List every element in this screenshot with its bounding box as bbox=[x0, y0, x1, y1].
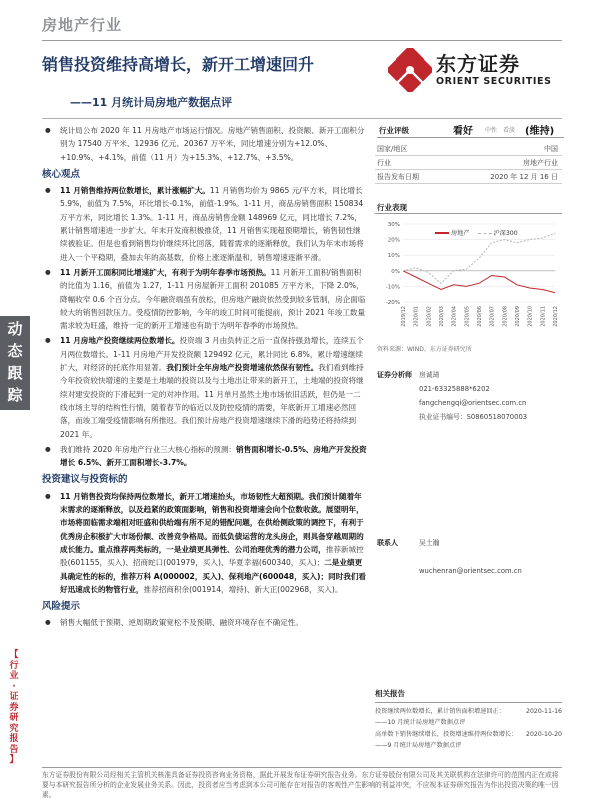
analyst-details bbox=[419, 368, 562, 424]
analyst-cert: 执业证书编号：S0860518070003 bbox=[419, 413, 528, 421]
related-item[interactable] bbox=[375, 706, 562, 718]
side-tab-char: 动 bbox=[7, 320, 23, 338]
footer-disclaimer: 东方证券股份有限公司经相关主管机关核准具备证券投资咨询业务资格，据此开展发布证券研究报告业务。东方证券股份有限公司及其关联机构在法律许可的范围内正在或将要与本研究报告所分析的企业发展业务关系。因此，投资者应当考虑到本公司可能存在对报告的客观性产生影响的利益冲突，不应视本证券研究报告为作出投资决策的唯一因素。 bbox=[42, 771, 559, 799]
rating-option: 看淡 bbox=[503, 127, 516, 134]
side-label-char: 究 bbox=[9, 723, 19, 734]
core-item-lead: 11 月新开工面积同比增速扩大，有利于为明年春季市场预热。 bbox=[60, 267, 271, 277]
core-item bbox=[42, 184, 367, 264]
info-value: 中国 bbox=[544, 145, 558, 153]
info-key: 报告发布日期 bbox=[377, 173, 419, 181]
core-item-text: 11 月新开工面积/销售面积的比值为 1.16，前值为 1.27，1-11 月房屋新开工面积 201085 万平方米，下降 2.0%，降幅收窄 0.6 个百分点。今年融资端虽有放松，但房地产融资依然受到较多管制，房企面临较大的销售回款压力。受疫情防控影响，今年的竣工时间可能提前，预计 2021 年竣工数量需求较为旺盛，维持一定的新开工增速也有助于为明年春季的市场预热。 bbox=[60, 267, 366, 331]
side-label-char: 业 bbox=[9, 671, 19, 681]
perf-heading: 行业表现 bbox=[375, 200, 562, 214]
core-heading: 核心观点 bbox=[42, 168, 81, 180]
risk-heading: 风险提示 bbox=[42, 601, 81, 613]
x-tick-label: 2020/01 bbox=[413, 306, 420, 327]
x-tick-label: 2020/12 bbox=[553, 306, 559, 327]
rating-kept: (维持) bbox=[525, 126, 555, 137]
info-value: 2020 年 12 月 16 日 bbox=[490, 173, 558, 181]
header-divider bbox=[42, 40, 562, 41]
related-title: 高单数下销售继续增长，投资增速维持两位数增长： bbox=[375, 730, 518, 738]
related-item[interactable] bbox=[375, 729, 562, 741]
side-label-char: 报 bbox=[9, 734, 19, 744]
x-tick-label: 2020/11 bbox=[540, 306, 547, 327]
info-key: 行业 bbox=[377, 159, 391, 167]
advice-text: 推荐新城控股(601155，买入)、 bbox=[60, 544, 364, 568]
side-label bbox=[6, 650, 22, 766]
x-tick-label: 2020/05 bbox=[464, 306, 471, 327]
core-item-text: 我们维持 2020 年房地产行业三大核心指标的预测： bbox=[60, 444, 237, 454]
core-item-lead: 我们预计全年房地产投资增速依然保有韧性。 bbox=[166, 363, 319, 373]
advice-bold: 同时我们看好迅速成长的物管行业， bbox=[60, 571, 367, 594]
x-tick-label: 2020/04 bbox=[451, 306, 458, 327]
advice-paragraph bbox=[42, 490, 367, 596]
core-item-text: 我们看到维持今年投资较快增速的主要是土地端的投资以及与土地出让带来的新开工，土地端的投资将继续对建安投资的下滑起到一定的对冲作用。11 月单月虽然土地市场依旧活跃，但仍是一二线市场主导的结构性行情，随着春节的临近以及防控疫情的需要，年底新开工增速必然回落，而竣工端受疫情影响有所推迟。我们预计房地产投资增速继续下滑的趋势还将持续到 2021 年。 bbox=[60, 363, 364, 439]
advice-bold: 我们预计随着年末需求的逐渐释放，以及趋紧的政策面影响，销售和投资增速会向个位数收敛。展望明年，市场将面临需求端相对旺盛和供给端有所不足的错配问题，在供给侧政策的调控下，有利于优秀房企积极扩大市场份额、改善竞争格局。而低负债运营的龙头房企，则具备穿越周期的成长能力。重点推荐两类标的，一是业绩更具弹性、公司治理优秀的潜力公司， bbox=[60, 491, 364, 554]
side-tab-char: 跟 bbox=[7, 364, 23, 382]
legend-label: 房地产 bbox=[450, 230, 470, 237]
info-row bbox=[375, 156, 562, 170]
analyst-phone: 021-63325888*6202 bbox=[419, 385, 490, 393]
info-key: 国家/地区 bbox=[377, 145, 408, 153]
industry-performance-chart bbox=[375, 200, 562, 353]
side-label-char: 行 bbox=[9, 660, 19, 671]
info-value: 房地产行业 bbox=[523, 159, 558, 167]
rating-option: 中性 bbox=[485, 127, 498, 134]
main-column bbox=[42, 122, 367, 632]
summary-paragraph bbox=[42, 124, 367, 164]
risk-paragraph bbox=[42, 616, 367, 629]
x-tick-label: 2020/09 bbox=[515, 306, 521, 327]
rating-row bbox=[377, 122, 564, 138]
perf-source: 资料来源：WIND、东方证券研究所 bbox=[377, 346, 472, 353]
y-tick-label: -10% bbox=[385, 284, 400, 291]
related-title: 投资继续两位数增长，累计销售面积增速回正： bbox=[375, 707, 505, 715]
logo-mark-icon bbox=[388, 48, 432, 92]
contact-label: 联系人 bbox=[377, 539, 398, 547]
y-tick-label: 0% bbox=[391, 268, 400, 275]
core-item-text: 11 月销售均价为 9865 元/平方米，同比增长 5.9%，前值为 7.5%，环比增长-0.1%，前值-1.9%。1-11 月，商品房销售面积 150834 万平方米，同比增长 1.3%。1-11 月，商品房销售金额 148969 亿元，同比增长 7.2%，累计销售增速进一步扩大。年末开发商积极推货，11 月销售实现超预期增长，销售韧性继续被验证。但是也看到销售均价继续环比回落，随着需求的逐渐释放，我们认为年末市场将进入一个平稳期，叠加去年的高基数，价格上涨逐渐温和，销售增速逐渐平滑。 bbox=[60, 186, 364, 262]
side-label-char: 】 bbox=[9, 755, 19, 765]
report-subtitle: ——11 月统计局房地产数据点评 bbox=[70, 96, 233, 109]
side-label-char: 【 bbox=[9, 650, 19, 660]
x-tick-label: 2020/08 bbox=[502, 306, 509, 327]
related-item[interactable] bbox=[375, 717, 562, 729]
x-tick-label: 2020/03 bbox=[439, 306, 445, 327]
company-logo bbox=[388, 44, 568, 100]
side-label-char: 告 bbox=[9, 744, 19, 755]
x-tick-label: 2020/06 bbox=[477, 306, 483, 327]
x-tick-label: 2020/02 bbox=[426, 306, 433, 327]
side-tab bbox=[0, 316, 30, 410]
advice-heading: 投资建议与投资标的 bbox=[42, 474, 128, 486]
logo-name-en: ORIENT SECURITIES bbox=[436, 76, 552, 87]
rating-label: 行业评级 bbox=[379, 126, 409, 135]
rating-value: 看好 bbox=[453, 126, 473, 137]
x-tick-label: 2019/12 bbox=[401, 306, 407, 327]
related-heading: 相关报告 bbox=[375, 688, 562, 703]
legend-swatch bbox=[435, 232, 449, 234]
related-title: ——9 月统计局房地产数据点评 bbox=[375, 742, 462, 749]
footer-divider bbox=[42, 767, 562, 768]
analyst-name: 房诚琦 bbox=[419, 371, 440, 379]
info-row bbox=[375, 142, 562, 156]
perf-svg bbox=[375, 220, 562, 338]
y-tick-label: 20% bbox=[387, 237, 400, 244]
analyst-email[interactable]: fangchengqi@orientsec.com.cn bbox=[419, 399, 527, 407]
related-reports bbox=[375, 688, 562, 752]
contact-email[interactable]: wuchenran@orientsec.com.cn bbox=[419, 567, 522, 575]
perf-legend bbox=[435, 228, 518, 237]
title-divider bbox=[42, 118, 562, 119]
core-item bbox=[42, 266, 367, 332]
side-tab-char: 态 bbox=[7, 342, 23, 360]
summary-text: 统计局公布 2020 年 11 月房地产市场运行情况。房地产销售面积、投资额、新开工面积分别为 17540 万平米、12936 亿元、20367 万平米，同比增速分别为+12.0%、+10.9%、+4.1%，前值（11 月）为+15.3%、+12.7%、+3.5%。 bbox=[60, 126, 365, 162]
advice-lead: 11 月销售投资均保持两位数增长，新开工增速抬头，市场韧性大超预期。 bbox=[60, 491, 309, 501]
y-tick-label: -20% bbox=[385, 300, 400, 306]
core-item-text: 投资端 3 月由负转正之后一直保持强劲增长，连续五个月两位数增长。1-11 月房地产开发投资额 129492 亿元，累计同比 6.8%，累计增速继续扩大，对经济的托底作用显著。 bbox=[60, 336, 364, 373]
related-item[interactable] bbox=[375, 740, 562, 752]
contact-name: 吴土瀚 bbox=[419, 539, 440, 547]
logo-name-cn: 东方证券 bbox=[436, 52, 520, 76]
related-date: 2020-10-20 bbox=[526, 730, 562, 738]
legend-label: 沪深300 bbox=[493, 230, 518, 237]
info-row bbox=[375, 170, 562, 184]
risk-text: 销售大幅低于预期、逆周期政策宽松不及预期、融资环境存在不确定性。 bbox=[60, 618, 303, 628]
series-line-csi300 bbox=[403, 233, 555, 283]
advice-bold: 二是业绩更具确定性的标的，推荐万科 A(000002，买入)、保利地产(600048，买入)； bbox=[60, 558, 363, 581]
x-tick-label: 2020/07 bbox=[489, 306, 496, 327]
side-label-char: 研 bbox=[9, 713, 19, 723]
side-label-char: · bbox=[12, 681, 16, 692]
related-date: 2020-11-16 bbox=[526, 707, 562, 715]
side-tab-char: 踪 bbox=[7, 386, 23, 404]
core-item-lead: 11 月房地产投资继续两位数增长。 bbox=[60, 336, 180, 346]
core-item-lead: 销售面积增长-0.5%、房地产开发投资增长 6.5%、新开工面积增长-3.7%。 bbox=[60, 444, 367, 468]
legend-swatch bbox=[478, 233, 492, 234]
core-item-lead: 11 月销售维持两位数增长，累计涨幅扩大。 bbox=[60, 186, 210, 196]
advice-text: 推荐招商积余(001914，增持)、新大正(002968，买入)。 bbox=[143, 584, 343, 594]
analyst-label: 证券分析师 bbox=[377, 371, 412, 379]
industry-header: 房地产行业 bbox=[42, 16, 123, 34]
side-label-char: 券 bbox=[9, 702, 19, 713]
report-title: 销售投资维持高增长，新开工增速回升 bbox=[42, 55, 315, 74]
core-item bbox=[42, 443, 367, 470]
related-title: ——10 月统计局房地产数据点评 bbox=[375, 719, 466, 726]
core-item bbox=[42, 334, 367, 440]
advice-text: 招商蛇口(001979，买入)、华夏幸福(600340，买入)； bbox=[132, 558, 325, 568]
y-tick-label: 30% bbox=[387, 222, 400, 228]
series-line-real-estate bbox=[403, 271, 555, 293]
side-label-char: 证 bbox=[9, 692, 19, 702]
x-tick-label: 2020/10 bbox=[527, 306, 534, 327]
y-tick-label: 10% bbox=[387, 253, 400, 260]
